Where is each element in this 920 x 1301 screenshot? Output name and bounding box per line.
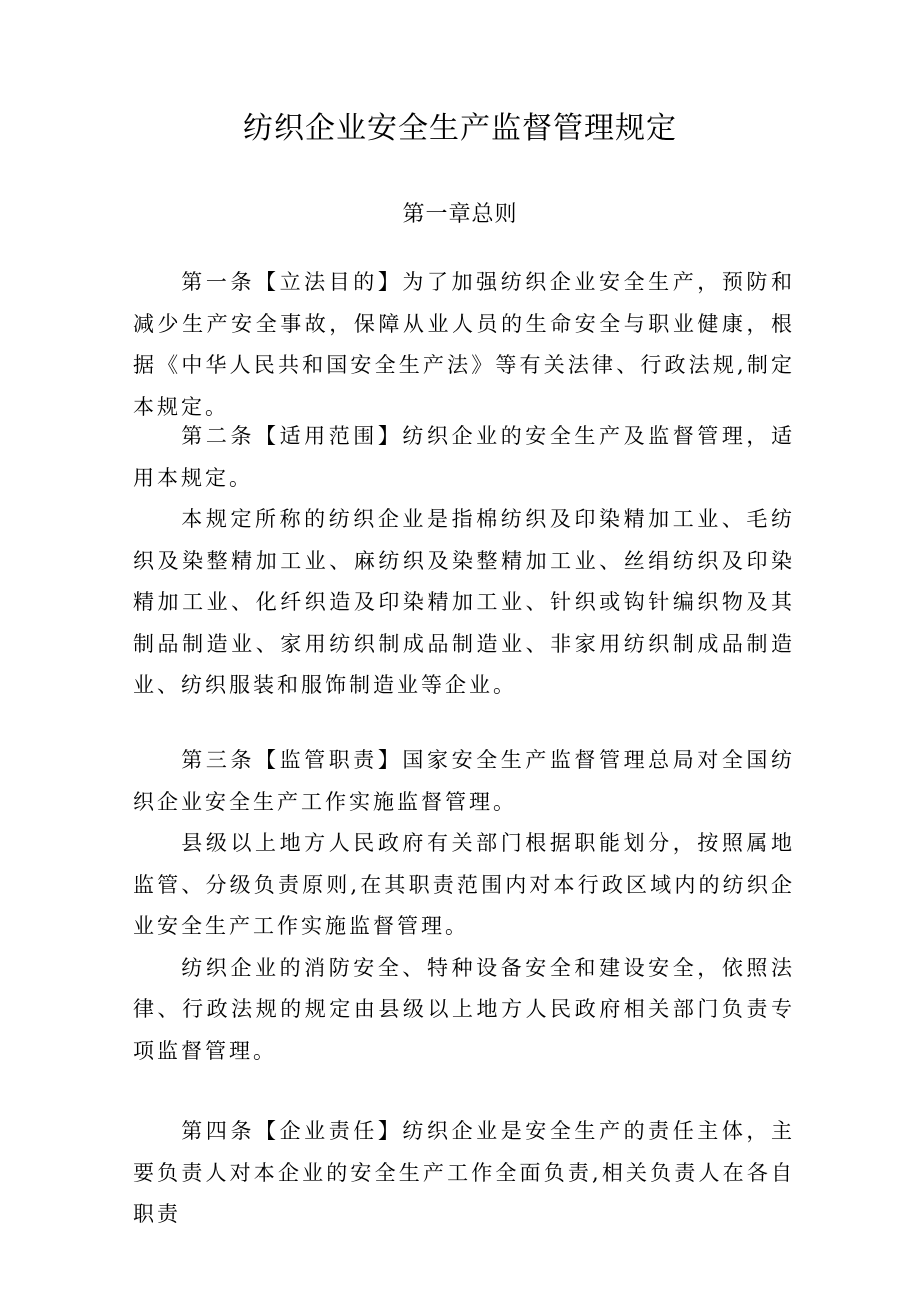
article-paragraph: 第一条【立法目的】为了加强纺织企业安全生产，预防和减少生产安全事故，保障从业人员的生命安全与职业健康，根据《中华人民共和国安全生产法》等有关法律、行政法规,制定本规定。	[133, 270, 795, 419]
article-paragraph: 第二条【适用范围】纺织企业的安全生产及监督管理，适用本规定。	[133, 424, 795, 490]
article-paragraph: 本规定所称的纺织企业是指棉纺织及印染精加工业、毛纺织及染整精加工业、麻纺织及染整精加工业、丝绢纺织及印染精加工业、化纤织造及印染精加工业、针织或钩针编织物及其制品制造业、家用纺织制成品制造业、非家用纺织制成品制造业、纺织服装和服饰制造业等企业。	[133, 507, 795, 697]
article-paragraph: 纺织企业的消防安全、特种设备安全和建设安全，依照法律、行政法规的规定由县级以上地方人民政府相关部门负责专项监督管理。	[133, 955, 795, 1063]
chapter-heading: 第一章总则	[402, 202, 518, 227]
article-paragraph: 县级以上地方人民政府有关部门根据职能划分，按照属地监管、分级负责原则,在其职责范围内对本行政区域内的纺织企业安全生产工作实施监督管理。	[133, 831, 795, 938]
article-4	[133, 1111, 795, 1236]
article-1	[133, 262, 795, 428]
article-paragraph: 第四条【企业责任】纺织企业是安全生产的责任主体，主要负责人对本企业的安全生产工作全面负责,相关负责人在各自职责	[133, 1119, 795, 1226]
article-paragraph: 第三条【监管职责】国家安全生产监督管理总局对全国纺织企业安全生产工作实施监督管理。	[133, 748, 795, 814]
article-2	[133, 416, 795, 707]
article-3	[133, 740, 795, 1072]
document-title: 纺织企业安全生产监督管理规定	[243, 111, 677, 146]
